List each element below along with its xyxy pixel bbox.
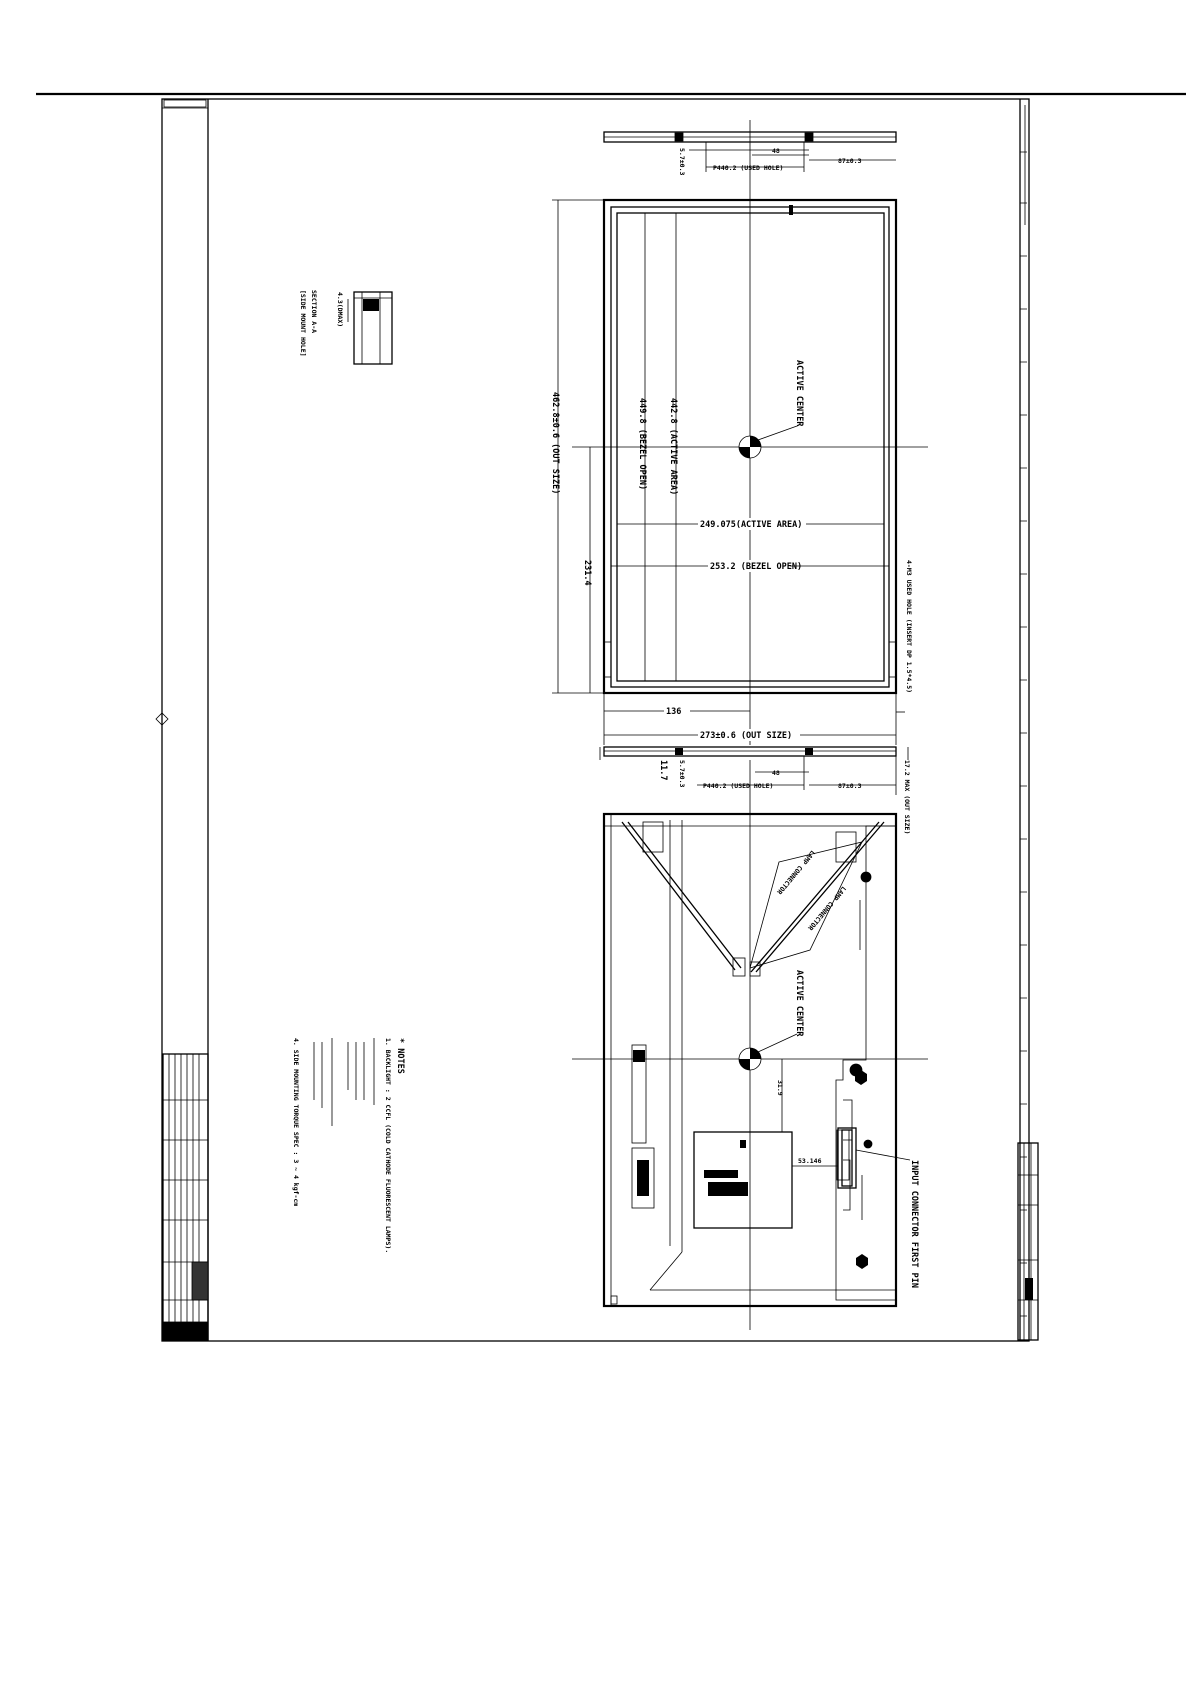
title-block — [163, 1054, 208, 1340]
front-active-center-label: ACTIVE CENTER — [794, 360, 804, 427]
input-connector-label: INPUT CONNECTOR FIRST PIN — [909, 1160, 919, 1288]
rear-view — [572, 760, 928, 1330]
outline-width-dimension: 462.8±0.6 (OUT SIZE) — [550, 392, 560, 495]
rear-active-center-mark — [739, 1034, 797, 1070]
active-area-height-dimension: 249.075(ACTIVE AREA) — [700, 520, 803, 530]
front-view — [550, 120, 928, 745]
bottom-hole-spacing-dimension: 48 — [772, 769, 780, 777]
svg-text:31.9: 31.9 — [776, 1080, 784, 1096]
sheet-frame — [156, 99, 1029, 1341]
svg-text:P440.2 (USED HOLE): P440.2 (USED HOLE) — [703, 782, 774, 790]
svg-text:LAMP CONNECTOR: LAMP CONNECTOR — [775, 848, 817, 896]
bottom-side-profile — [600, 747, 911, 834]
note-item: 1. BACKLIGHT : 2 CCFL (COLD CATHODE FLUORESCENT LAMPS). — [384, 1038, 392, 1254]
front-active-center-mark — [739, 426, 797, 458]
svg-text:5.7±0.3: 5.7±0.3 — [678, 148, 686, 176]
svg-text:P440.2 (USED HOLE): P440.2 (USED HOLE) — [713, 164, 784, 172]
thickness-dimension: 11.7 — [658, 760, 668, 781]
bezel-opening-height-dimension: 253.2 (BEZEL OPEN) — [710, 562, 803, 572]
svg-text:LAMP CONNECTOR: LAMP CONNECTOR — [806, 884, 848, 932]
top-hole-spacing-dimension: 48 — [772, 147, 780, 155]
notes-heading: * NOTES — [395, 1038, 405, 1074]
center-offset-dimension: 136 — [666, 707, 682, 717]
svg-text:4.3(DMAX): 4.3(DMAX) — [336, 292, 344, 328]
input-connector — [838, 1128, 856, 1188]
svg-text:53.146: 53.146 — [798, 1157, 822, 1165]
screw-hole-note: 4-M3 USED HOLE (INSERT DP 1.5*4.5) — [905, 560, 913, 694]
bottom-hole-offset-dimension: 87±0.3 — [838, 782, 862, 790]
notes — [292, 1038, 405, 1253]
side-mount-label: [SIDE MOUNT HOLE] — [299, 290, 307, 357]
revision-block — [1018, 1143, 1038, 1340]
rear-active-center-label: ACTIVE CENTER — [794, 970, 804, 1037]
bezel-opening-width-dimension: 449.8 (BEZEL OPEN) — [637, 398, 647, 491]
side-mount-section — [299, 290, 392, 364]
svg-text:SECTION A-A: SECTION A-A — [310, 290, 318, 334]
note-item: 4. SIDE MOUNTING TORQUE SPEC : 3 ~ 4 kgf-cm — [292, 1038, 300, 1207]
outline-height-dimension: 273±0.6 (OUT SIZE) — [700, 731, 793, 741]
max-thickness-dimension: 17.2 MAX (OUT SIZE) — [903, 760, 911, 835]
svg-text:5.7±0.3: 5.7±0.3 — [678, 760, 686, 788]
half-width-dimension: 231.4 — [582, 560, 592, 586]
top-hole-offset-dimension: 87±0.3 — [838, 157, 862, 165]
active-area-width-dimension: 442.8 (ACTIVE AREA) — [668, 398, 678, 496]
